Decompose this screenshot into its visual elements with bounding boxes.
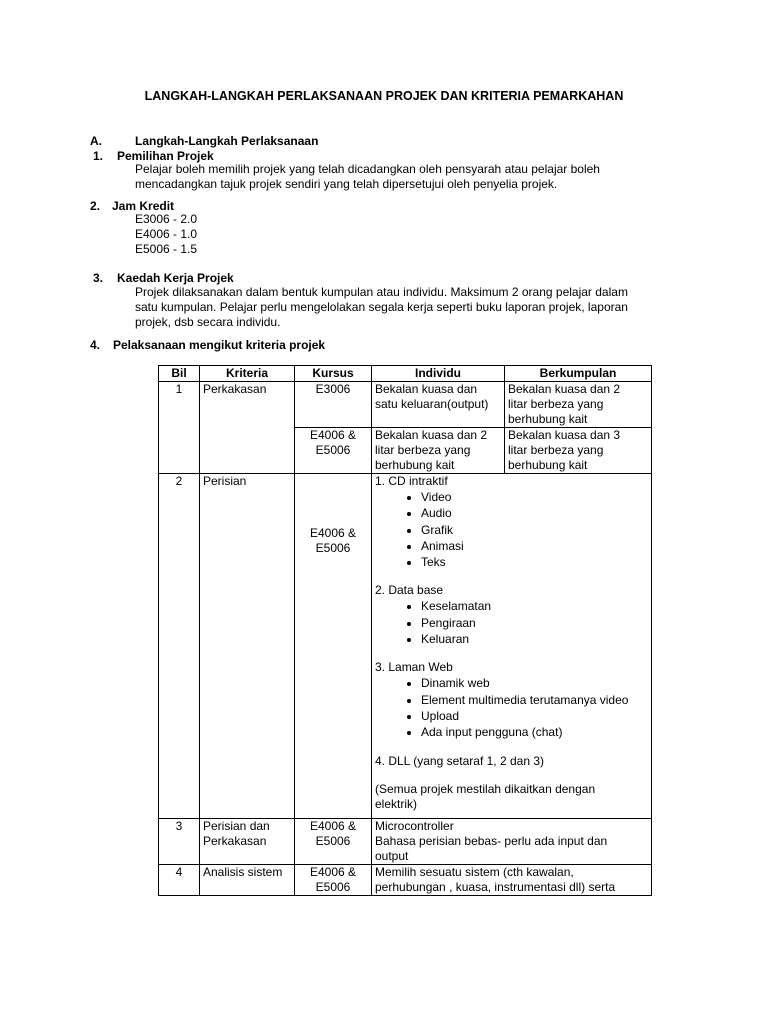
bullet-list xyxy=(375,675,648,740)
item-body-line: E5006 - 1.5 xyxy=(135,242,198,256)
item-body-line: E4006 - 1.0 xyxy=(135,227,198,241)
col-header-individu: Individu xyxy=(372,366,505,382)
item-number: 2. xyxy=(90,199,101,213)
cell-line: litar berbeza yang xyxy=(508,397,604,411)
cell-bil: 1 xyxy=(159,382,200,474)
cell-line: E5006 xyxy=(315,443,351,457)
cell-line: E4006 & xyxy=(309,525,357,540)
section-a-letter: A. xyxy=(90,134,102,148)
item-heading-pelaksanaan: Pelaksanaan mengikut kriteria projek xyxy=(113,338,326,352)
criteria-table xyxy=(158,365,652,896)
cell-kriteria: Perisian xyxy=(200,474,295,819)
cell-berkumpulan xyxy=(505,382,652,428)
item-number: 4. xyxy=(90,338,101,352)
cell-line: E4006 & xyxy=(309,818,357,833)
item-body-line: Pelajar boleh memilih projek yang telah dicadangkan oleh pensyarah atau pelajar boleh xyxy=(135,162,600,176)
page-title: LANGKAH-LANGKAH PERLAKSANAAN PROJEK DAN KRITERIA PEMARKAHAN xyxy=(144,89,624,103)
cell-bil: 4 xyxy=(159,864,200,895)
note-line: elektrik) xyxy=(375,796,418,811)
cell-kriteria xyxy=(200,818,295,864)
list-item: • Teks xyxy=(421,554,648,570)
cell-line: Bekalan kuasa dan xyxy=(375,382,478,396)
cell-kursus xyxy=(295,474,372,819)
cell-line: E4006 & xyxy=(309,864,357,879)
cell-individu xyxy=(372,428,505,474)
cell-line: Perkakasan xyxy=(203,833,267,848)
bullet-list xyxy=(375,489,648,570)
cell-details xyxy=(372,818,652,864)
cell-line: berhubung kait xyxy=(508,412,588,426)
cell-line: perhubungan , kuasa, instrumentasi dll) serta xyxy=(375,879,616,894)
cell-perisian-details xyxy=(372,474,652,819)
cell-kursus xyxy=(295,428,372,474)
cell-kursus xyxy=(295,818,372,864)
cell-line: E4006 & xyxy=(309,428,357,442)
cell-line: Bekalan kuasa dan 3 xyxy=(508,428,621,442)
col-header-bil: Bil xyxy=(159,366,200,382)
cell-line: Microcontroller xyxy=(375,818,454,833)
bullet-list xyxy=(375,598,648,647)
col-header-kursus: Kursus xyxy=(295,366,372,382)
list-item: • Dinamik web xyxy=(421,675,648,691)
table-row xyxy=(159,382,652,428)
cell-line: Bekalan kuasa dan 2 xyxy=(375,428,488,442)
table-row xyxy=(159,864,652,895)
item-number: 1. xyxy=(93,149,104,163)
cell-details xyxy=(372,864,652,895)
item-heading-jam-kredit: Jam Kredit xyxy=(112,199,175,213)
item-heading-kaedah: Kaedah Kerja Projek xyxy=(117,271,234,285)
cell-individu xyxy=(372,382,505,428)
item-body-line: projek, dsb secara individu. xyxy=(135,315,281,329)
col-header-kriteria: Kriteria xyxy=(200,366,295,382)
list-item: • Audio xyxy=(421,505,648,521)
cell-kursus xyxy=(295,864,372,895)
cell-line: litar berbeza yang xyxy=(508,443,604,457)
item-body-line: E3006 - 2.0 xyxy=(135,212,198,226)
cell-kursus: E3006 xyxy=(295,382,372,428)
cell-line: E5006 xyxy=(315,540,351,555)
cell-line: litar berbeza yang xyxy=(375,443,471,457)
note-line: (Semua projek mestilah dikaitkan dengan xyxy=(375,781,596,796)
cell-kriteria: Perkakasan xyxy=(200,382,295,474)
group-heading: 2. Data base xyxy=(375,583,444,598)
list-item: • Upload xyxy=(421,708,648,724)
item-body-line: mencadangkan tajuk projek sendiri yang telah dipersetujui oleh penyelia projek. xyxy=(135,177,558,191)
dll-line: 4. DLL (yang setaraf 1, 2 dan 3) xyxy=(375,753,544,768)
list-item: • Grafik xyxy=(421,522,648,538)
list-item: • Keselamatan xyxy=(421,598,648,614)
cell-line: E5006 xyxy=(315,879,351,894)
cell-berkumpulan xyxy=(505,428,652,474)
table-row xyxy=(159,818,652,864)
cell-line: Bahasa perisian bebas- perlu ada input dan xyxy=(375,833,608,848)
list-item: • Video xyxy=(421,489,648,505)
item-heading-pemilihan: Pemilihan Projek xyxy=(117,149,214,163)
cell-bil: 3 xyxy=(159,818,200,864)
list-item: • Keluaran xyxy=(421,631,648,647)
list-item: • Element multimedia terutamanya video xyxy=(421,692,648,708)
cell-line: Bekalan kuasa dan 2 xyxy=(508,382,621,396)
table-header-row xyxy=(159,366,652,382)
cell-kriteria: Analisis sistem xyxy=(200,864,295,895)
list-item: • Animasi xyxy=(421,538,648,554)
cell-line: berhubung kait xyxy=(508,458,588,472)
col-header-berkumpulan: Berkumpulan xyxy=(505,366,652,382)
cell-kursus-text xyxy=(298,526,368,556)
list-item: • Pengiraan xyxy=(421,615,648,631)
cell-line: satu keluaran(output) xyxy=(375,397,489,411)
item-body-line: satu kumpulan. Pelajar perlu mengelolakan segala kerja seperti buku laporan projek, laporan xyxy=(135,300,628,314)
section-a-heading: Langkah-Langkah Perlaksanaan xyxy=(135,134,319,148)
group-heading: 3. Laman Web xyxy=(375,660,453,675)
cell-bil: 2 xyxy=(159,474,200,819)
list-item: • Ada input pengguna (chat) xyxy=(421,724,648,740)
table-row xyxy=(159,474,652,819)
cell-line: berhubung kait xyxy=(375,458,455,472)
cell-line: Perisian dan xyxy=(203,818,270,833)
group-heading: 1. CD intraktif xyxy=(375,474,448,488)
cell-line: output xyxy=(375,848,409,863)
item-number: 3. xyxy=(93,271,104,285)
cell-line: Memilih sesuatu sistem (cth kawalan, xyxy=(375,864,574,879)
cell-line: E5006 xyxy=(315,833,351,848)
item-body-line: Projek dilaksanakan dalam bentuk kumpulan atau individu. Maksimum 2 orang pelajar dalam xyxy=(135,285,628,299)
